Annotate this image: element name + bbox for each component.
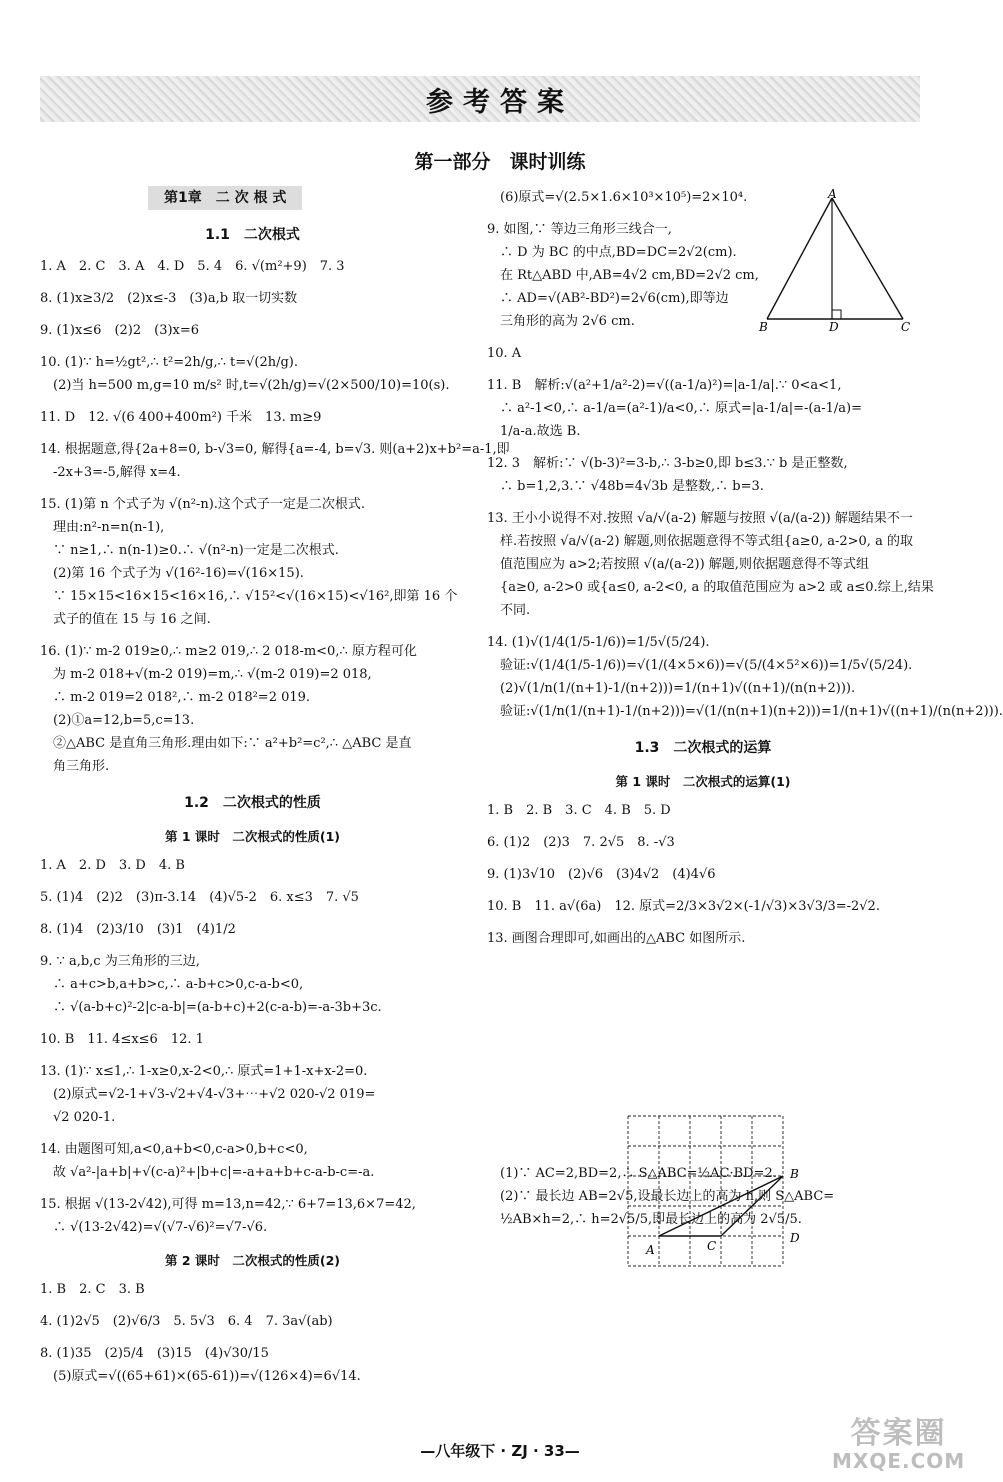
answer-line: 验证:√(1/n(1/(n+1)-1/(n+2)))=√(1/(n(n+1)(n+2)))=1/(n+1)√((n+1)/(n(n+2))). [487, 704, 1003, 719]
answer-line: ∴ D 为 BC 的中点,BD=DC=2√2(cm). [487, 245, 737, 260]
answer-line: 13. 画图合理即可,如画出的△ABC 如图所示. [487, 931, 746, 946]
page-title: 参考答案 [426, 87, 574, 118]
answer-line: 15. (1)第 n 个式子为 √(n²-n).这个式子一定是二次根式. [40, 497, 366, 512]
answer-line: ∴ √(a-b+c)²-2|c-a-b|=(a-b+c)+2(c-a-b)=-a-3b+3c. [40, 1000, 382, 1015]
grid-figure [620, 1112, 820, 1274]
part-title: 第一部分 课时训练 [414, 151, 586, 173]
section-heading-1-3: 1.3 二次根式的运算 [634, 740, 772, 756]
answer-line: 1. A 2. C 3. A 4. D 5. 4 6. √(m²+9) 7. 3 [40, 259, 345, 274]
answer-line: (1)∵ AC=2,BD=2,∴ S△ABC=½AC·BD=2. [487, 1166, 777, 1181]
answer-line: 11. B 解析:√(a²+1/a²-2)=√((a-1/a)²)=|a-1/a|.∵ 0<a<1, [487, 378, 842, 393]
answer-line: (6)原式=√(2.5×1.6×10³×10⁵)=2×10⁴. [487, 190, 748, 205]
answer-line: 14. 根据题意,得{2a+8=0, b-√3=0, 解得{a=-4, b=√3. 则(a+2)x+b²=a-1,即 [40, 442, 510, 457]
lesson-heading-1-2-2: 第 2 课时 二次根式的性质(2) [164, 1253, 341, 1268]
answer-line: (2)√(1/n(1/(n+1)-1/(n+2)))=1/(n+1)√((n+1)/(n(n+2))). [487, 681, 856, 696]
answer-line: 为 m-2 018+√(m-2 019)=m,∴ √(m-2 019)=2 018, [40, 667, 372, 682]
answer-line: 值范围应为 a>2;若按照 √(a/(a-2)) 解题,则依据题意得不等式组 [487, 557, 869, 572]
answer-line: 16. (1)∵ m-2 019≥0,∴ m≥2 019,∴ 2 018-m<0,∴ 原方程可化 [40, 644, 417, 659]
answer-line: 1/a-a.故选 B. [487, 424, 581, 439]
answer-line: ∴ m-2 019=2 018²,∴ m-2 018²=2 019. [40, 690, 311, 705]
answers-1-2-2 [40, 1278, 465, 1388]
answer-line: 1. A 2. D 3. D 4. B [40, 858, 185, 873]
answer-line: 15. 根据 √(13-2√42),可得 m=13,n=42,∵ 6+7=13,6×7=42, [40, 1197, 416, 1212]
answer-line: 5. (1)4 (2)2 (3)π-3.14 (4)√5-2 6. x≤3 7. √5 [40, 890, 359, 905]
watermark-url: MXQE.COM [832, 1449, 966, 1473]
answer-line: 14. (1)√(1/4(1/5-1/6))=1/5√(5/24). [487, 635, 710, 650]
answer-line: 在 Rt△ABD 中,AB=4√2 cm,BD=2√2 cm, [487, 268, 759, 283]
answer-line: 8. (1)35 (2)5/4 (3)15 (4)√30/15 [40, 1346, 269, 1361]
grid-label-b: B [790, 1167, 799, 1181]
answer-line: 6. (1)2 (2)3 7. 2√5 8. -√3 [487, 835, 675, 850]
answer-line: 三角形的高为 2√6 cm. [487, 314, 635, 329]
answer-line: ②△ABC 是直角三角形.理由如下:∵ a²+b²=c²,∴ △ABC 是直 [40, 736, 412, 751]
answer-line: ½AB×h=2,∴ h=2√5/5,即最长边上的高为 2√5/5. [487, 1212, 802, 1227]
lesson-heading-1-3-1: 第 1 课时 二次根式的运算(1) [615, 774, 791, 789]
watermark-text: 答案圈 [850, 1416, 947, 1451]
answer-line: (2)当 h=500 m,g=10 m/s² 时,t=√(2h/g)=√(2×500/10)=10(s). [40, 378, 450, 393]
answer-line: 4. (1)2√5 (2)√6/3 5. 5√3 6. 4 7. 3a√(ab) [40, 1314, 333, 1329]
section-heading-1-2: 1.2 二次根式的性质 [184, 795, 321, 811]
answers-1-2-1 [40, 854, 465, 1239]
answer-line: 10. B 11. 4≤x≤6 12. 1 [40, 1032, 204, 1047]
triangle-figure [755, 188, 925, 334]
answer-line: ∵ n≥1,∴ n(n-1)≥0.∴ √(n²-n)一定是二次根式. [40, 543, 339, 558]
answer-line: (2)原式=√2-1+√3-√2+√4-√3+⋯+√2 020-√2 019= [40, 1087, 376, 1102]
answer-line: 10. A [487, 346, 522, 361]
answer-line: (2)①a=12,b=5,c=13. [40, 713, 195, 728]
grid-label-d: D [790, 1231, 800, 1245]
answer-line: 1. B 2. B 3. C 4. B 5. D [487, 803, 671, 818]
answer-line: 9. (1)3√10 (2)√6 (3)4√2 (4)4√6 [487, 867, 716, 882]
answer-line: 8. (1)4 (2)3/10 (3)1 (4)1/2 [40, 922, 236, 937]
answer-line: ∴ a²-1<0,∴ a-1/a=(a²-1)/a<0,∴ 原式=|a-1/a|=-(a-1/a)= [487, 401, 863, 416]
answer-line: 理由:n²-n=n(n-1), [40, 520, 165, 535]
answer-line: 样.若按照 √a/√(a-2) 解题,则依据题意得不等式组{a≥0, a-2>0, a 的取 [487, 534, 913, 549]
grid-label-c: C [707, 1239, 717, 1253]
answer-line: 13. (1)∵ x≤1,∴ 1-x≥0,x-2<0,∴ 原式=1+1-x+x-2=0. [40, 1064, 368, 1079]
answer-line: 14. 由题图可知,a<0,a+b<0,c-a>0,b+c<0, [40, 1142, 308, 1157]
triangle-label-d: D [829, 320, 839, 334]
triangle-label-b: B [759, 320, 768, 334]
lesson-heading-1-2-1: 第 1 课时 二次根式的性质(1) [164, 829, 341, 844]
answer-line: 9. 如图,∵ 等边三角形三线合一, [487, 222, 672, 237]
answer-line: ∴ a+c>b,a+b>c,∴ a-b+c>0,c-a-b<0, [40, 977, 304, 992]
chapter-heading: 第1章 二 次 根 式 [148, 186, 302, 210]
answers-1-3-1 [487, 799, 919, 950]
answer-line: 9. ∵ a,b,c 为三角形的三边, [40, 954, 200, 969]
answer-line: 12. 3 解析:∵ √(b-3)²=3-b,∴ 3-b≥0,即 b≤3.∵ b 是正整数, [487, 456, 848, 471]
answer-line: ∵ 15×15<16×15<16×16,∴ √15²<√(16×15)<√16²,即第 16 个 [40, 589, 458, 604]
answer-line: ∴ AD=√(AB²-BD²)=2√6(cm),即等边 [487, 291, 729, 306]
answer-line: -2x+3=-5,解得 x=4. [40, 465, 181, 480]
grid-label-a: A [646, 1243, 655, 1257]
triangle-label-a: A [828, 187, 837, 201]
answer-line: 10. (1)∵ h=½gt²,∴ t²=2h/g,∴ t=√(2h/g). [40, 355, 299, 370]
answer-line: √2 020-1. [40, 1110, 116, 1125]
answer-line: 角三角形. [40, 759, 110, 774]
answer-line: (5)原式=√((65+61)×(65-61))=√(126×4)=6√14. [40, 1369, 361, 1384]
answer-line: 不同. [487, 603, 531, 618]
answer-line: ∴ b=1,2,3.∵ √48b=4√3b 是整数,∴ b=3. [487, 479, 764, 494]
page-footer: —八年级下 · ZJ · 33— [420, 1442, 580, 1460]
answer-line: 8. (1)x≥3/2 (2)x≤-3 (3)a,b 取一切实数 [40, 291, 298, 306]
right-column [487, 186, 1003, 1231]
answer-line: (2)∵ 最长边 AB=2√5,设最长边上的高为 h,则 S△ABC= [487, 1189, 835, 1204]
answer-line: 1. B 2. C 3. B [40, 1282, 145, 1297]
section-heading-1-1: 1.1 二次根式 [205, 227, 300, 243]
answer-line: 11. D 12. √(6 400+400m²) 千米 13. m≥9 [40, 410, 322, 425]
triangle-label-c: C [901, 320, 911, 334]
answer-line: 式子的值在 15 与 16 之间. [40, 612, 211, 627]
watermark-logo [832, 1418, 965, 1472]
answer-line: 故 √a²-|a+b|+√(c-a)²+|b+c|=-a+a+b+c-a-b-c=-a. [40, 1165, 375, 1180]
answer-line: {a≥0, a-2>0 或{a≤0, a-2<0, a 的取值范围应为 a>2 或 a≤0.综上,结果 [487, 580, 934, 595]
answer-line: ∴ √(13-2√42)=√(√7-√6)²=√7-√6. [40, 1220, 268, 1235]
answer-line: 10. B 11. a√(6a) 12. 原式=2/3×3√2×(-1/√3)×3√3/3=-2√2. [487, 899, 880, 914]
answer-line: 13. 王小小说得不对.按照 √a/√(a-2) 解题与按照 √(a/(a-2)) 解题结果不一 [487, 511, 913, 526]
answer-line: 验证:√(1/4(1/5-1/6))=√(1/(4×5×6))=√(5/(4×5²×6))=1/5√(5/24). [487, 658, 913, 673]
answer-line: 9. (1)x≤6 (2)2 (3)x=6 [40, 323, 200, 338]
answer-line: (2)第 16 个式子为 √(16²-16)=√(16×15). [40, 566, 304, 581]
